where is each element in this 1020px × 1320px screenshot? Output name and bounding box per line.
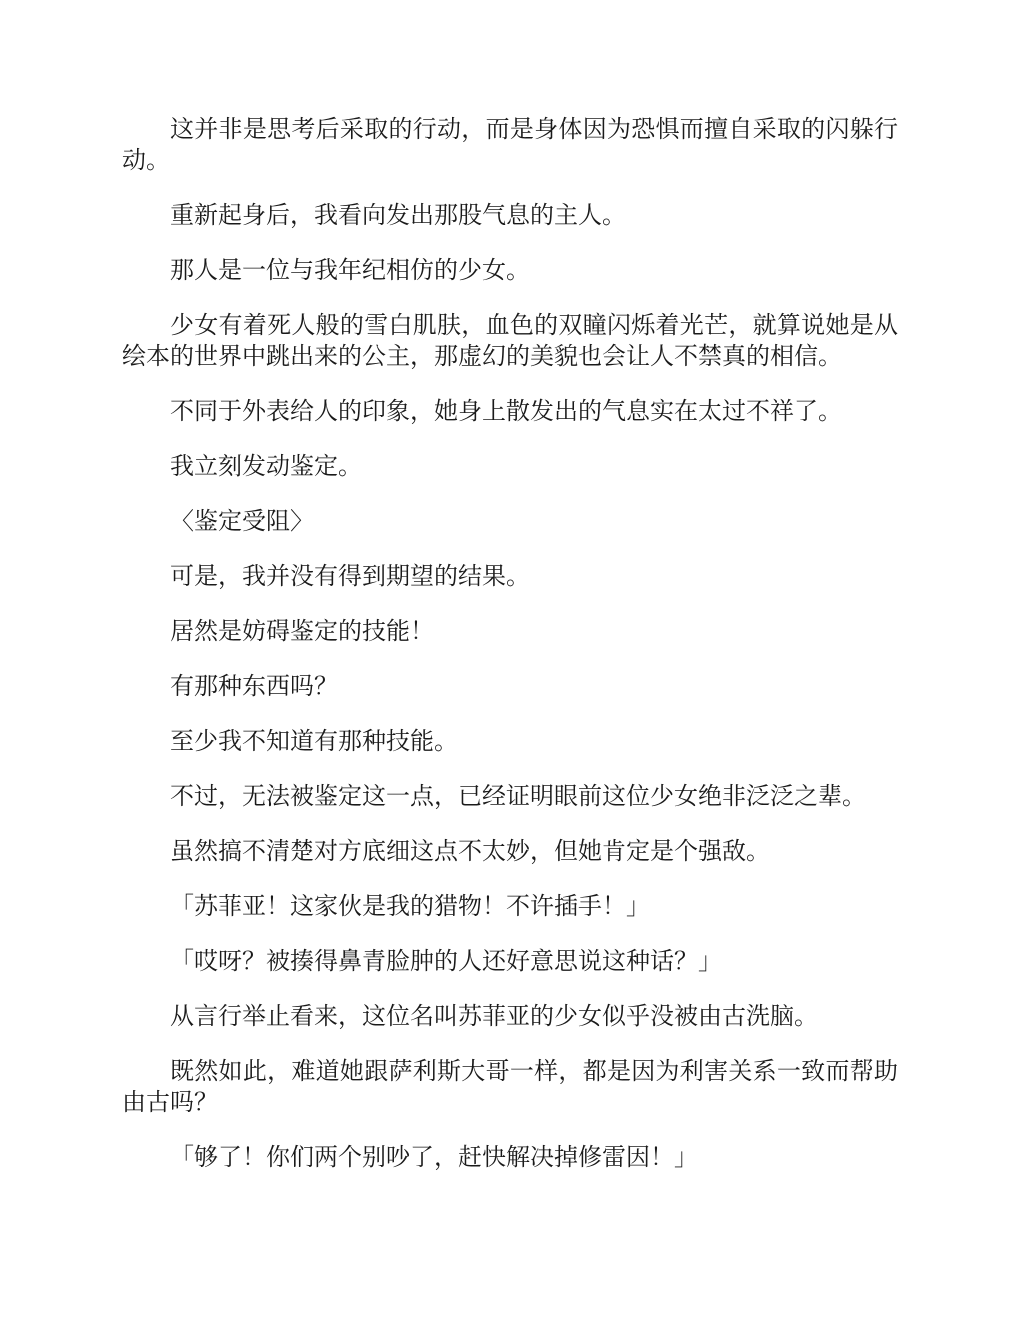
paragraph: 从言行举止看来，这位名叫苏菲亚的少女似乎没被由古洗脑。 [170, 1002, 818, 1030]
paragraph: 「哎呀？被揍得鼻青脸肿的人还好意思说这种话？」 [170, 947, 722, 975]
paragraph: 可是，我并没有得到期望的结果。 [170, 562, 530, 590]
paragraph: 虽然搞不清楚对方底细这点不太妙，但她肯定是个强敌。 [170, 837, 770, 865]
paragraph: 至少我不知道有那种技能。 [170, 727, 458, 755]
paragraph: 不过，无法被鉴定这一点，已经证明眼前这位少女绝非泛泛之辈。 [170, 782, 866, 810]
document-page [122, 114, 898, 1173]
paragraph: 少女有着死人般的雪白肌肤，血色的双瞳闪烁着光芒，就算说她是从绘本的世界中跳出来的公主，那虚幻的美貌也会让人不禁真的相信。 [122, 311, 898, 370]
paragraph: 重新起身后，我看向发出那股气息的主人。 [170, 201, 626, 229]
paragraph: 这并非是思考后采取的行动，而是身体因为恐惧而擅自采取的闪躲行动。 [122, 115, 898, 174]
paragraph: 居然是妨碍鉴定的技能！ [170, 617, 434, 645]
paragraph: 「够了！你们两个别吵了，赶快解决掉修雷因！」 [170, 1143, 698, 1171]
paragraph: 既然如此，难道她跟萨利斯大哥一样，都是因为利害关系一致而帮助由古吗？ [122, 1057, 898, 1116]
paragraph: 那人是一位与我年纪相仿的少女。 [170, 256, 530, 284]
paragraph: 不同于外表给人的印象，她身上散发出的气息实在太过不祥了。 [170, 397, 842, 425]
paragraph: 有那种东西吗？ [170, 672, 338, 700]
paragraph: 我立刻发动鉴定。 [170, 452, 362, 480]
paragraph: 「苏菲亚！这家伙是我的猎物！不许插手！」 [170, 892, 650, 920]
paragraph: 〈鉴定受阻〉 [170, 507, 314, 535]
